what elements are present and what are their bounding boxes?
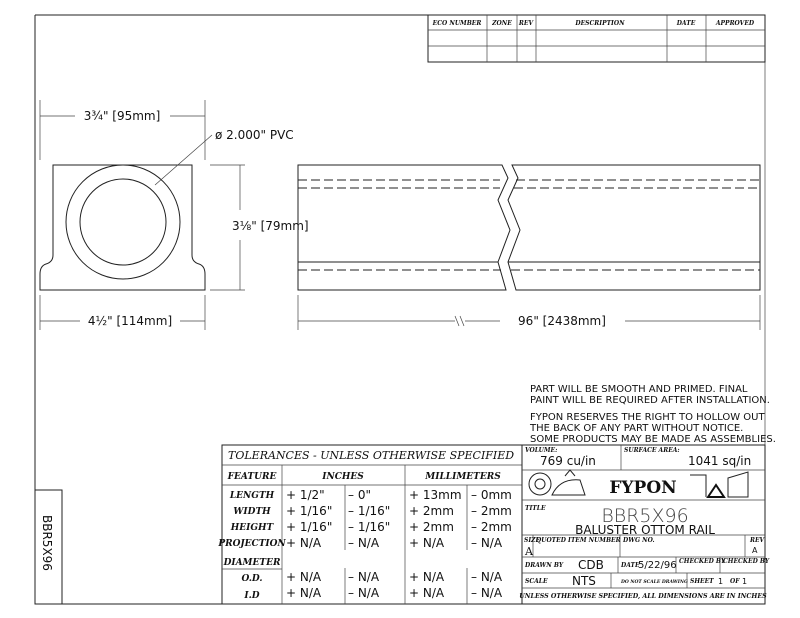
cell-text: – N/A bbox=[471, 536, 503, 550]
dimensions-footer: UNLESS OTHERWISE SPECIFIED, ALL DIMENSIONS ARE IN INCHES bbox=[519, 593, 767, 600]
header-description: DESCRIPTION bbox=[575, 20, 625, 27]
tolerances-table bbox=[217, 445, 522, 604]
side-label bbox=[35, 490, 62, 604]
diameter-label: DIAMETER bbox=[223, 558, 281, 568]
cell-text: SIZE bbox=[524, 537, 541, 544]
cell-text: + N/A bbox=[286, 570, 322, 584]
cell-text: 1 bbox=[718, 577, 724, 586]
table-row bbox=[229, 488, 512, 502]
header-zone: ZONE bbox=[492, 20, 512, 27]
rev-value: A bbox=[752, 546, 758, 555]
note-line: FYPON RESERVES THE RIGHT TO HOLLOW OUT bbox=[530, 412, 765, 423]
cell-text: – 2mm bbox=[471, 520, 512, 534]
size-value: A bbox=[525, 545, 533, 558]
cell-text: + 2mm bbox=[409, 504, 454, 518]
cell-text: DRAWN BY bbox=[525, 562, 564, 569]
pvc-inner-circle bbox=[80, 179, 166, 265]
notes bbox=[529, 384, 776, 445]
dim-width-bottom: 4½" [114mm] bbox=[87, 314, 173, 328]
cell-text: WIDTH bbox=[233, 507, 271, 517]
cell-text: – 0" bbox=[348, 488, 371, 502]
cell-text: LENGTH bbox=[229, 491, 275, 501]
volume-label: VOLUME: bbox=[525, 447, 558, 454]
scale-value: NTS bbox=[572, 574, 596, 588]
cell-text: + N/A bbox=[286, 536, 322, 550]
tolerances-title: TOLERANCES - UNLESS OTHERWISE SPECIFIED bbox=[228, 449, 515, 462]
cell-text: + 1/16" bbox=[286, 520, 333, 534]
cell-text: 1 bbox=[742, 577, 748, 586]
cell-text: + N/A bbox=[409, 586, 445, 600]
cell-text: – 1/16" bbox=[348, 520, 391, 534]
cell-text: REV bbox=[750, 537, 765, 544]
part-number: BBR5X96 bbox=[601, 505, 689, 527]
cell-text: – N/A bbox=[348, 536, 380, 550]
cell-text: QUOTED ITEM NUMBER bbox=[536, 537, 621, 544]
cell-text: – N/A bbox=[348, 570, 380, 584]
elevation-view bbox=[298, 165, 760, 330]
cell-text: + 1/2" bbox=[286, 488, 325, 502]
volume-value: 769 cu/in bbox=[540, 454, 596, 468]
cell-text: – N/A bbox=[348, 586, 380, 600]
cell-text: + 2mm bbox=[409, 520, 454, 534]
drawn-by-value: CDB bbox=[578, 558, 604, 572]
title-block bbox=[519, 445, 770, 604]
revision-table bbox=[428, 15, 765, 62]
cell-text: DO NOT SCALE DRAWING bbox=[621, 580, 688, 585]
cell-text: FYPON bbox=[609, 478, 677, 498]
cell-text: – N/A bbox=[471, 586, 503, 600]
dim-length: 96" [2438mm] bbox=[518, 314, 606, 328]
note-line: THE BACK OF ANY PART WITHOUT NOTICE. bbox=[530, 423, 744, 434]
profile-view bbox=[40, 100, 309, 330]
cell-text: I.D bbox=[244, 591, 260, 601]
cell-text: – 2mm bbox=[471, 504, 512, 518]
dim-width-top: 3¾" [95mm] bbox=[83, 109, 161, 123]
cell-text: – 1/16" bbox=[348, 504, 391, 518]
pvc-outer-circle bbox=[66, 165, 180, 279]
title-label: TITLE bbox=[525, 505, 546, 512]
cell-text: PROJECTION bbox=[218, 539, 286, 549]
cell-text: + N/A bbox=[286, 586, 322, 600]
table-row bbox=[230, 520, 512, 534]
cell-text: DWG NO. bbox=[623, 537, 655, 544]
fypon-logo bbox=[529, 470, 748, 498]
date-value: 5/22/96 bbox=[638, 560, 677, 571]
cell-text: O.D. bbox=[241, 574, 263, 584]
cell-text: DATE bbox=[621, 562, 640, 569]
col-millimeters: MILLIMETERS bbox=[425, 472, 501, 482]
header-approved: APPROVED bbox=[715, 20, 755, 27]
surface-area-label: SURFACE AREA: bbox=[624, 447, 680, 454]
cell-text: SHEET bbox=[690, 578, 714, 585]
cell-text: – N/A bbox=[471, 570, 503, 584]
cell-text: OF bbox=[730, 578, 740, 585]
cell-text: HEIGHT bbox=[230, 523, 274, 533]
col-feature: FEATURE bbox=[227, 472, 277, 482]
dim-diameter-callout: ø 2.000" PVC bbox=[215, 128, 294, 142]
cell-text: – 0mm bbox=[471, 488, 512, 502]
header-date: DATE bbox=[676, 20, 696, 27]
part-name: BALUSTER OTTOM RAIL bbox=[575, 523, 715, 537]
header-rev: REV bbox=[518, 20, 534, 27]
note-line: PAINT WILL BE REQUIRED AFTER INSTALLATION. bbox=[530, 395, 770, 406]
table-row bbox=[217, 536, 503, 550]
surface-area-value: 1041 sq/in bbox=[688, 454, 752, 468]
cell-text: + 1/16" bbox=[286, 504, 333, 518]
cell-text: SCALE bbox=[525, 578, 548, 585]
note-line: SOME PRODUCTS MAY BE MADE AS ASSEMBLIES. bbox=[530, 434, 776, 445]
col-inches: INCHES bbox=[322, 472, 364, 482]
dim-height: 3⅛" [79mm] bbox=[232, 219, 309, 233]
cell-text: CHECKED BY bbox=[723, 558, 770, 565]
side-label-text: BBR5X96 bbox=[40, 515, 54, 571]
table-row bbox=[241, 570, 502, 584]
table-row bbox=[233, 504, 511, 518]
cell-text: + 13mm bbox=[409, 488, 462, 502]
header-eco-number: ECO NUMBER bbox=[432, 20, 482, 27]
cell-text: + N/A bbox=[409, 570, 445, 584]
note-line: PART WILL BE SMOOTH AND PRIMED. FINAL bbox=[530, 384, 748, 395]
cell-text: + N/A bbox=[409, 536, 445, 550]
cell-text: CHECKED BY bbox=[679, 558, 726, 565]
